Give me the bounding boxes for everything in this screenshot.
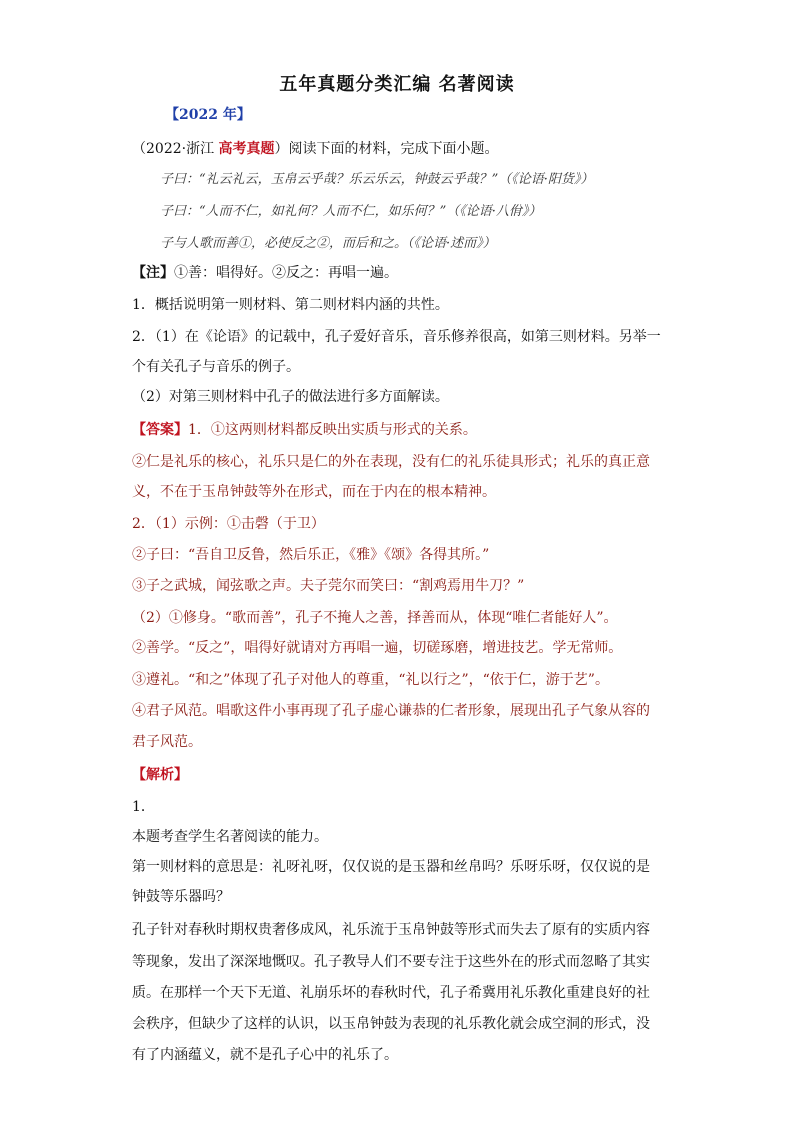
analysis-line: 孔子针对春秋时期权贵奢侈成风，礼乐流于玉帛钟鼓等形式而失去了原有的实质内容	[132, 922, 650, 938]
intro-suffix: ）阅读下面的材料，完成下面小题。	[274, 141, 499, 157]
analysis-label: 【解析】	[132, 767, 188, 783]
year-tag: 【2022 年】	[165, 107, 251, 123]
question-line: 个有关孔子与音乐的例子。	[132, 359, 300, 375]
answer-line: ②子曰：“吾自卫反鲁，然后乐正，《雅》《颂》各得其所。”	[132, 547, 490, 563]
answer-first-line	[132, 420, 477, 440]
exam-source-highlight: 高考真题	[218, 141, 275, 157]
answer-line: ④君子风范。唱歌这件小事再现了孔子虚心谦恭的仁者形象，展现出孔子气象从容的	[132, 703, 650, 719]
analysis-line: 第一则材料的意思是：礼呀礼呀，仅仅说的是玉器和丝帛吗？乐呀乐呀，仅仅说的是	[132, 859, 650, 875]
quote-3: 子与人歌而善①，必使反之②，而后和之。（《论语·述而》）	[160, 236, 496, 251]
analysis-line: 质。在那样一个天下无道、礼崩乐坏的春秋时代，孔子希冀用礼乐教化重建良好的社	[132, 985, 650, 1001]
answer-label: 【答案】	[132, 422, 188, 438]
question-line: （2）对第三则材料中孔子的做法进行多方面解读。	[132, 389, 449, 405]
analysis-line: 钟鼓等乐器吗？	[132, 889, 230, 905]
answer-line: ②善学。“反之”，唱得好就请对方再唱一遍，切磋琢磨，增进技艺。学无常师。	[132, 640, 623, 656]
analysis-line: 有了内涵蕴义，就不是孔子心中的礼乐了。	[132, 1047, 398, 1063]
analysis-line: 本题考查学生名著阅读的能力。	[132, 829, 328, 845]
answer-text: 1．①这两则材料都反映出实质与形式的关系。	[188, 422, 477, 438]
note-label: 【注】	[132, 265, 174, 281]
answer-line: ③遵礼。“和之”体现了孔子对他人的尊重，“礼以行之”，“依于仁，游于艺”。	[132, 672, 609, 688]
answer-line: 义，不在于玉帛钟鼓等外在形式，而在于内在的根本精神。	[132, 484, 496, 500]
intro-line	[132, 139, 499, 159]
analysis-line: 等现象，发出了深深地慨叹。孔子教导人们不要专注于这些外在的形式而忽略了其实	[132, 954, 650, 970]
answer-line: （2）①修身。“歌而善”，孔子不掩人之善，择善而从，体现“唯仁者能好人”。	[132, 610, 618, 626]
note-text: ①善：唱得好。②反之：再唱一遍。	[174, 265, 398, 281]
answer-line: ②仁是礼乐的核心，礼乐只是仁的外在表现，没有仁的礼乐徒具形式；礼乐的真正意	[132, 454, 650, 470]
quote-1: 子曰：“礼云礼云，玉帛云乎哉？乐云乐云，钟鼓云乎哉？”（《论语·阳货》）	[160, 172, 594, 187]
answer-line: ③子之武城，闻弦歌之声。夫子莞尔而笑曰：“割鸡焉用牛刀？”	[132, 578, 525, 594]
analysis-line: 会秩序，但缺少了这样的认识，以玉帛钟鼓为表现的礼乐教化就会成空洞的形式，没	[132, 1016, 650, 1032]
answer-line: 君子风范。	[132, 734, 202, 750]
note-line	[132, 263, 398, 283]
page-title: 五年真题分类汇编 名著阅读	[279, 74, 515, 95]
question-line: 2．（1）在《论语》的记载中，孔子爱好音乐，音乐修养很高，如第三则材料。另举一	[132, 329, 661, 345]
question-line: 1．概括说明第一则材料、第二则材料内涵的共性。	[132, 297, 449, 313]
quote-2: 子曰：“人而不仁，如礼何？人而不仁，如乐何？”（《论语·八佾》）	[160, 204, 542, 219]
answer-line: 2．（1）示例：①击磬（于卫）	[132, 516, 325, 532]
analysis-line: 1．	[132, 799, 155, 815]
intro-prefix: （2022·浙江	[132, 141, 219, 157]
